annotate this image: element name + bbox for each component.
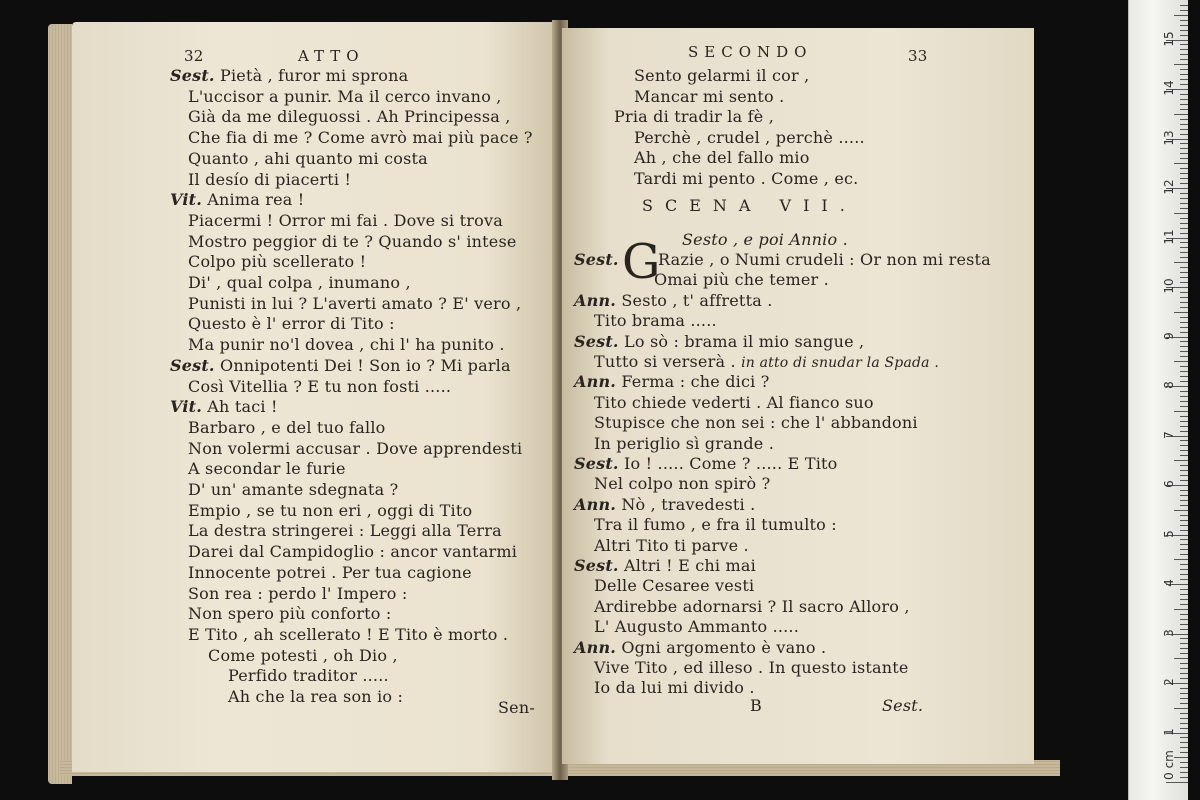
line-text: Anima rea ! [207, 190, 305, 210]
verse-line: Perchè , crudel , perchè ..... [634, 127, 865, 147]
ruler-label: 2 [1162, 678, 1176, 686]
line-text: La destra stringerei : Leggi alla Terra [188, 521, 502, 541]
line-text: Onnipotenti Dei ! Son io ? Mi parla [220, 355, 511, 375]
line-text: Darei dal Campidoglio : ancor vantarmi [188, 542, 518, 562]
ruler-tick [1180, 426, 1188, 427]
speaker-label: Sest. [170, 355, 215, 375]
ruler-tick [1180, 515, 1188, 516]
ruler-tick [1174, 15, 1188, 16]
verse-line: Ah , che del fallo mio [634, 148, 810, 167]
ruler-label: 4 [1162, 579, 1176, 587]
line-text: Innocente potrei . Per tua cagione [188, 562, 472, 582]
ruler-tick [1180, 406, 1188, 407]
ruler-tick [1180, 539, 1188, 540]
text-line [188, 418, 386, 438]
ruler-tick [1180, 272, 1188, 273]
ruler-tick [1180, 233, 1188, 234]
text-line [188, 252, 366, 272]
ruler-tick [1180, 257, 1188, 258]
ruler-tick [1180, 351, 1188, 352]
ruler-tick [1180, 629, 1188, 630]
line-text: Pietà , furor mi sprona [220, 66, 409, 85]
line-text: L'uccisor a punir. Ma il cerco invano , [188, 86, 502, 106]
dialogue-line [594, 413, 918, 433]
ruler-tick [1174, 609, 1188, 610]
ruler-label: 1 [1162, 727, 1176, 736]
line-text: Ma punir no'l dovea , chi l' ha punito . [188, 335, 505, 355]
ruler-tick [1180, 99, 1188, 100]
ruler-tick [1174, 460, 1188, 461]
line-text: Ah che la rea son io : [228, 687, 404, 706]
line-text: Ah taci ! [207, 397, 278, 417]
ruler-tick [1180, 554, 1188, 555]
text-line [188, 542, 517, 562]
speaker-label: Ann. [574, 290, 617, 310]
ruler-tick [1174, 510, 1188, 511]
dialogue-line [594, 678, 755, 698]
line-text: Io da lui mi divido . [594, 678, 755, 698]
ruler-tick [1180, 455, 1188, 456]
ruler-tick [1180, 475, 1188, 476]
line-text: Tutto si verserà . [594, 352, 736, 371]
line-text: Nò , travedesti . [621, 494, 756, 514]
ruler-tick [1180, 604, 1188, 605]
line-text: Mostro peggior di te ? Quando s' intese [188, 231, 517, 251]
verse-line: Tardi mi pento . Come , ec. [634, 168, 859, 188]
line-text: Vive Tito , ed illeso . In questo istante [594, 658, 909, 677]
ruler-tick [1180, 302, 1188, 303]
text-line [188, 107, 511, 127]
ruler-tick [1180, 495, 1188, 496]
ruler-tick [1180, 525, 1188, 526]
ruler-tick [1180, 688, 1188, 689]
line-text: Io ! ..... Come ? ..... E Tito [624, 454, 838, 473]
ruler-tick [1180, 143, 1188, 144]
ruler-tick [1180, 297, 1188, 298]
line-text: Tito chiede vederti . Al fianco suo [594, 392, 874, 412]
line-text: Delle Cesaree vesti [594, 576, 755, 596]
dialogue-line [594, 658, 909, 678]
left-running-head: ATTO [298, 47, 365, 65]
ruler-tick [1180, 431, 1188, 432]
line-text: Ardirebbe adornarsi ? Il sacro Alloro , [594, 596, 910, 616]
ruler-tick [1180, 317, 1188, 318]
line-text: Tra il fumo , e fra il tumulto : [594, 515, 837, 535]
ruler-tick [1180, 619, 1188, 620]
speaker-label: Sest. [574, 454, 619, 473]
ruler-tick [1180, 20, 1188, 21]
ruler-tick [1180, 693, 1188, 694]
line-text: L' Augusto Ammanto ..... [594, 617, 799, 637]
ruler-tick [1180, 307, 1188, 308]
ruler-tick [1180, 638, 1188, 639]
speaker-label: Ann. [574, 637, 617, 657]
ruler-tick [1180, 450, 1188, 451]
ruler-tick [1180, 718, 1188, 719]
ruler-tick [1180, 668, 1188, 669]
ruler-tick [1180, 223, 1188, 224]
ruler-tick [1180, 594, 1188, 595]
speaker-label: Sest. [574, 250, 619, 269]
line-text: Come potesti , oh Dio , [208, 645, 398, 665]
ruler-label: 0 cm [1162, 750, 1176, 780]
ruler-label: 9 [1162, 331, 1176, 340]
line-text: Altri ! E chi mai [624, 556, 756, 575]
speaker-label: Sest. [170, 66, 215, 85]
ruler-tick [1174, 312, 1188, 313]
ruler-tick [1180, 94, 1188, 95]
ruler-tick [1180, 505, 1188, 506]
ruler-label: 12 [1162, 179, 1176, 195]
ruler-tick [1180, 208, 1188, 209]
ruler-tick [1180, 228, 1188, 229]
dialogue-line [654, 270, 829, 290]
speaker-label: Ann. [574, 494, 617, 514]
dialogue-line [594, 576, 754, 596]
ruler-tick [1174, 114, 1188, 115]
ruler-tick [1180, 500, 1188, 501]
ruler-tick [1180, 544, 1188, 545]
ruler-label: 13 [1162, 129, 1176, 146]
ruler-tick [1180, 614, 1188, 615]
ruler-tick [1180, 341, 1188, 342]
ruler-tick [1180, 480, 1188, 481]
ruler-tick [1174, 64, 1188, 65]
speaker-label: Vit. [170, 397, 202, 417]
ruler-tick [1180, 723, 1188, 724]
dialogue-line [594, 515, 837, 535]
scene-characters: Sesto , e poi Annio . [682, 230, 848, 249]
text-line [208, 646, 398, 666]
speaker-label: Ann. [574, 372, 617, 392]
stage-direction: in atto di snudar la Spada . [741, 355, 940, 371]
ruler-tick [1180, 777, 1188, 778]
text-line [188, 149, 428, 169]
ruler-tick [1180, 59, 1188, 60]
text-line [188, 459, 346, 479]
ruler-label: 11 [1162, 228, 1176, 245]
right-page [562, 28, 1034, 764]
line-text: A secondar le furie [188, 459, 346, 479]
right-page-number: 33 [908, 47, 928, 65]
ruler-tick [1180, 445, 1188, 446]
text-line [188, 335, 505, 355]
ruler-tick [1174, 411, 1188, 412]
ruler-label: 3 [1162, 628, 1176, 637]
line-text: Razie , o Numi crudeli : Or non mi resta [658, 250, 991, 269]
text-line [188, 314, 395, 334]
line-text: Nel colpo non spirò ? [594, 474, 771, 494]
ruler-tick [1180, 762, 1188, 763]
ruler-tick [1180, 381, 1188, 382]
ruler-label: 7 [1162, 430, 1176, 439]
ruler-tick [1180, 247, 1188, 248]
line-text: Barbaro , e del tuo fallo [188, 417, 386, 437]
text-line [188, 584, 408, 604]
line-text: Non spero più conforto : [188, 604, 392, 624]
ruler-tick [1180, 282, 1188, 283]
ruler-tick [1180, 30, 1188, 31]
text-line [188, 439, 522, 459]
dialogue-line [574, 454, 837, 474]
ruler-tick [1180, 25, 1188, 26]
dialogue-line [594, 597, 910, 617]
line-text: Tito brama ..... [594, 311, 717, 331]
text-line [188, 128, 533, 148]
text-line [228, 687, 403, 707]
ruler-tick [1180, 79, 1188, 80]
ruler-tick [1180, 772, 1188, 773]
ruler-tick [1180, 49, 1188, 50]
line-text: Punisti in lui ? L'averti amato ? E' vero , [188, 293, 522, 313]
ruler-tick [1180, 421, 1188, 422]
ruler-tick [1180, 470, 1188, 471]
text-line [188, 211, 503, 231]
ruler-tick [1180, 173, 1188, 174]
line-text: Ferma : che dici ? [621, 372, 770, 392]
line-text: Non volermi accusar . Dove apprendesti [188, 438, 523, 458]
line-text: Quanto , ahi quanto mi costa [188, 148, 428, 168]
ruler-tick [1180, 564, 1188, 565]
ruler-tick [1180, 530, 1188, 531]
ruler-tick [1180, 54, 1188, 55]
ruler-tick [1180, 549, 1188, 550]
text-line [170, 356, 511, 376]
ruler-tick [1180, 104, 1188, 105]
line-text: In periglio sì grande . [594, 433, 775, 453]
dialogue-line [594, 536, 749, 556]
text-line [228, 666, 389, 686]
ruler-tick [1180, 322, 1188, 323]
ruler-tick [1180, 119, 1188, 120]
ruler-tick [1180, 153, 1188, 154]
text-line [188, 625, 508, 645]
line-text: E Tito , ah scellerato ! E Tito è morto . [188, 624, 509, 644]
ruler-tick [1180, 752, 1188, 753]
line-text: Che fia di me ? Come avrò mai più pace ? [188, 128, 533, 148]
dialogue-line [594, 352, 939, 373]
ruler-tick [1180, 440, 1188, 441]
ruler-tick [1180, 327, 1188, 328]
text-line [188, 604, 392, 624]
ruler-tick [1180, 747, 1188, 748]
drop-cap-letter: G [622, 234, 661, 290]
ruler-tick [1180, 109, 1188, 110]
right-running-head: SECONDO [688, 43, 813, 61]
ruler-tick [1180, 391, 1188, 392]
line-text: Lo sò : brama il mio sangue , [624, 331, 865, 351]
ruler-tick [1180, 490, 1188, 491]
ruler-tick [1180, 713, 1188, 714]
ruler-tick [1180, 44, 1188, 45]
ruler-tick [1174, 361, 1188, 362]
ruler-tick [1180, 579, 1188, 580]
ruler-label: 10 [1162, 278, 1176, 294]
text-line [188, 377, 451, 397]
ruler-tick [1180, 703, 1188, 704]
speaker-label: Sest. [574, 331, 619, 351]
ruler-tick [1180, 366, 1188, 367]
line-text: Così Vitellia ? E tu non fosti ..... [188, 376, 452, 396]
ruler-tick [1180, 178, 1188, 179]
ruler-tick [1180, 292, 1188, 293]
ruler-tick [1174, 262, 1188, 263]
ruler-tick [1180, 648, 1188, 649]
line-text: Empio , se tu non eri , oggi di Tito [188, 500, 473, 520]
left-page-number: 32 [184, 47, 204, 65]
text-line [170, 66, 408, 86]
dialogue-line [594, 434, 774, 454]
ruler-tick [1180, 643, 1188, 644]
ruler-tick [1180, 376, 1188, 377]
ruler-tick [1180, 35, 1188, 36]
ruler-tick [1180, 599, 1188, 600]
ruler-tick [1174, 163, 1188, 164]
ruler-tick [1180, 10, 1188, 11]
measuring-ruler [1128, 0, 1188, 800]
ruler-label: 5 [1162, 529, 1176, 538]
line-text: Stupisce che non sei : che l' abbandoni [594, 413, 918, 433]
dialogue-line [574, 291, 773, 311]
ruler-tick [1174, 213, 1188, 214]
line-text: Sesto , t' affretta . [621, 290, 773, 310]
ruler-tick [1180, 183, 1188, 184]
text-line [170, 397, 278, 417]
line-text: Ogni argomento è vano . [621, 637, 827, 657]
left-catchword: Sen- [498, 698, 535, 717]
ruler-tick [1180, 767, 1188, 768]
ruler-tick [1180, 332, 1188, 333]
ruler-tick [1180, 678, 1188, 679]
ruler-label: 6 [1162, 480, 1176, 488]
ruler-label: 8 [1162, 381, 1176, 389]
line-text: Colpo più scellerato ! [188, 252, 367, 272]
speaker-label: Vit. [170, 190, 202, 210]
verse-line: Pria di tradir la fè , [614, 107, 775, 126]
ruler-tick [1180, 148, 1188, 149]
signature-mark: B [750, 696, 762, 715]
text-line [188, 480, 398, 500]
ruler-tick [1180, 401, 1188, 402]
ruler-tick [1180, 416, 1188, 417]
ruler-tick [1180, 252, 1188, 253]
ruler-tick [1180, 158, 1188, 159]
text-line [188, 563, 472, 583]
ruler-tick [1180, 569, 1188, 570]
ruler-tick [1174, 559, 1188, 560]
line-text: D' un' amante sdegnata ? [188, 480, 399, 499]
ruler-tick [1180, 129, 1188, 130]
line-text: Perfido traditor ..... [228, 666, 389, 686]
text-line [170, 190, 304, 210]
ruler-tick [1180, 728, 1188, 729]
ruler-tick [1180, 742, 1188, 743]
ruler-tick [1180, 124, 1188, 125]
line-text: Il desío di piacerti ! [188, 169, 352, 189]
ruler-tick [1180, 69, 1188, 70]
ruler-tick [1180, 84, 1188, 85]
ruler-tick [1180, 737, 1188, 738]
ruler-tick [1180, 698, 1188, 699]
dialogue-line [574, 495, 755, 515]
ruler-tick [1180, 242, 1188, 243]
ruler-tick [1180, 356, 1188, 357]
dialogue-line [594, 474, 770, 494]
line-text: Altri Tito ti parve . [594, 535, 749, 555]
ruler-tick [1180, 168, 1188, 169]
line-text: Piacermi ! Orror mi fai . Dove si trova [188, 210, 503, 230]
ruler-tick [1180, 218, 1188, 219]
ruler-tick [1180, 203, 1188, 204]
verse-line: Sento gelarmi il cor , [634, 66, 810, 85]
ruler-tick [1180, 277, 1188, 278]
ruler-tick [1180, 574, 1188, 575]
line-text: Son rea : perdo l' Impero : [188, 583, 408, 603]
ruler-tick [1180, 624, 1188, 625]
text-line [188, 501, 472, 521]
ruler-tick [1180, 465, 1188, 466]
ruler-tick [1180, 653, 1188, 654]
speaker-label: Sest. [574, 556, 619, 575]
ruler-label: 14 [1162, 80, 1176, 96]
ruler-tick [1180, 267, 1188, 268]
dialogue-line [574, 638, 826, 658]
text-line [188, 170, 351, 190]
ruler-tick [1174, 708, 1188, 709]
ruler-tick [1180, 193, 1188, 194]
ruler-tick [1180, 5, 1188, 6]
dialogue-line [594, 617, 799, 637]
text-line [188, 232, 517, 252]
book-page-edges [48, 24, 72, 784]
right-catchword: Sest. [882, 696, 924, 715]
ruler-tick [1180, 74, 1188, 75]
line-text: Omai più che temer . [654, 270, 829, 290]
ruler-tick [1180, 134, 1188, 135]
line-text: Già da me dileguossi . Ah Principessa , [188, 107, 511, 127]
line-text: Questo è l' error di Tito : [188, 314, 395, 334]
text-line [188, 294, 521, 314]
text-line [188, 273, 411, 293]
ruler-tick [1180, 663, 1188, 664]
dialogue-line [574, 556, 756, 576]
dialogue-line [594, 311, 717, 331]
ruler-tick [1180, 673, 1188, 674]
dialogue-line [574, 372, 770, 392]
scene-heading: SCENA VII. [642, 196, 857, 215]
ruler-tick [1180, 520, 1188, 521]
ruler-tick [1174, 757, 1188, 758]
dialogue-line [574, 332, 864, 352]
ruler-tick [1180, 198, 1188, 199]
line-text: Di' , qual colpa , inumano , [188, 273, 411, 292]
text-line [188, 87, 502, 107]
ruler-label: 15 [1162, 30, 1176, 47]
dialogue-line [594, 393, 874, 413]
verse-line: Mancar mi sento . [634, 86, 785, 106]
left-page [72, 22, 558, 772]
ruler-tick [1180, 589, 1188, 590]
ruler-tick [1180, 371, 1188, 372]
ruler-tick [1180, 346, 1188, 347]
ruler-tick [1180, 396, 1188, 397]
text-line [188, 521, 502, 541]
ruler-tick [1174, 658, 1188, 659]
